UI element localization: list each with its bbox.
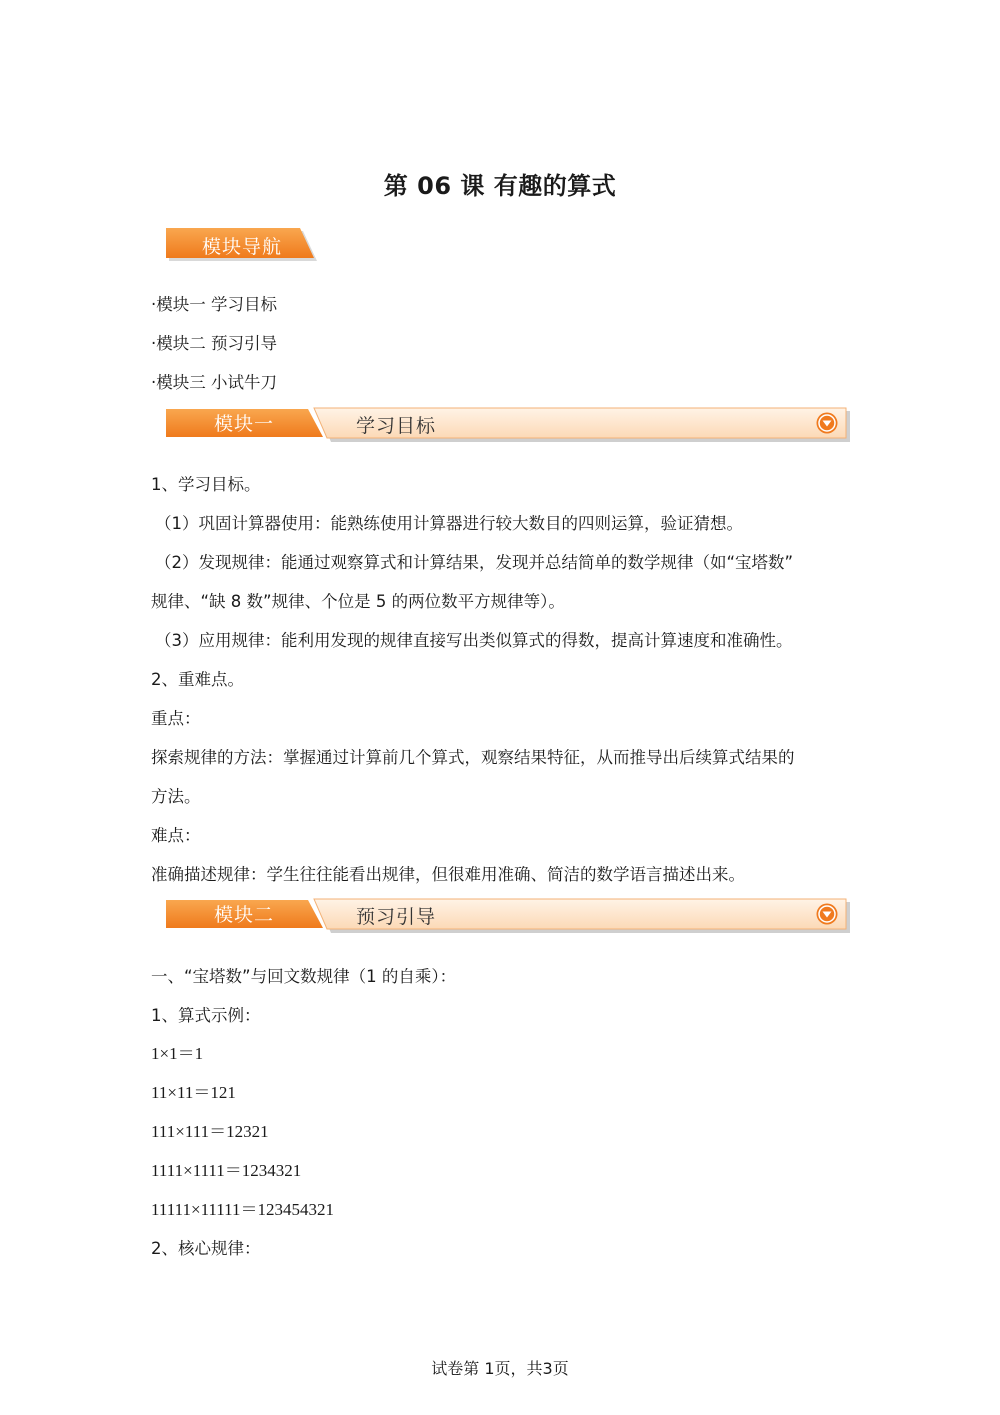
module-1-line-4: 规律、“缺 8 数”规律、个位是 5 的两位数平方规律等）。 xyxy=(151,592,565,611)
module-2-label: 模块二 xyxy=(214,904,275,926)
equation-1: 1×1＝1 xyxy=(151,1044,204,1063)
module-1-line-11: 准确描述规律：学生往往能看出规律，但很难用准确、简洁的数学语言描述出来。 xyxy=(151,865,745,884)
equation-2: 11×11＝121 xyxy=(151,1083,236,1102)
module-1-line-3: （2）发现规律：能通过观察算式和计算结果，发现并总结简单的数学规律（如“宝塔数” xyxy=(155,553,794,572)
module-2-line-2: 1、算式示例： xyxy=(151,1006,261,1025)
chevron-down-icon[interactable] xyxy=(816,903,838,925)
module-1-line-10: 难点： xyxy=(151,826,201,845)
equation-3: 111×111＝12321 xyxy=(151,1122,269,1141)
nav-item-module-3[interactable]: ·模块三 小试牛刀 xyxy=(151,373,277,392)
module-1-banner xyxy=(166,407,850,443)
module-1-line-7: 重点： xyxy=(151,709,201,728)
module-1-title: 学习目标 xyxy=(356,415,437,437)
equation-5: 11111×11111＝123454321 xyxy=(151,1200,335,1219)
nav-tab-label: 模块导航 xyxy=(202,236,283,258)
module-nav-tab xyxy=(166,228,316,261)
equation-4: 1111×1111＝1234321 xyxy=(151,1161,302,1180)
page-title: 第 06 课 有趣的算式 xyxy=(383,172,617,200)
module-1-line-2: （1）巩固计算器使用：能熟练使用计算器进行较大数目的四则运算，验证猜想。 xyxy=(155,514,743,533)
module-2-line-8: 2、核心规律： xyxy=(151,1239,261,1258)
nav-item-module-1[interactable]: ·模块一 学习目标 xyxy=(151,295,277,314)
page-footer: 试卷第 1页，共3页 xyxy=(431,1359,569,1378)
module-1-label: 模块一 xyxy=(214,413,275,435)
module-2-title: 预习引导 xyxy=(356,906,437,928)
module-1-line-5: （3）应用规律：能利用发现的规律直接写出类似算式的得数，提高计算速度和准确性。 xyxy=(155,631,793,650)
module-1-line-9: 方法。 xyxy=(151,787,201,806)
module-1-line-1: 1、学习目标。 xyxy=(151,475,261,494)
module-2-line-1: 一、“宝塔数”与回文数规律（1 的自乘）： xyxy=(151,967,457,986)
module-2-banner xyxy=(166,898,850,934)
chevron-down-icon[interactable] xyxy=(816,412,838,434)
module-1-line-8: 探索规律的方法：掌握通过计算前几个算式，观察结果特征，从而推导出后续算式结果的 xyxy=(151,748,795,767)
module-1-line-6: 2、重难点。 xyxy=(151,670,244,689)
nav-item-module-2[interactable]: ·模块二 预习引导 xyxy=(151,334,277,353)
